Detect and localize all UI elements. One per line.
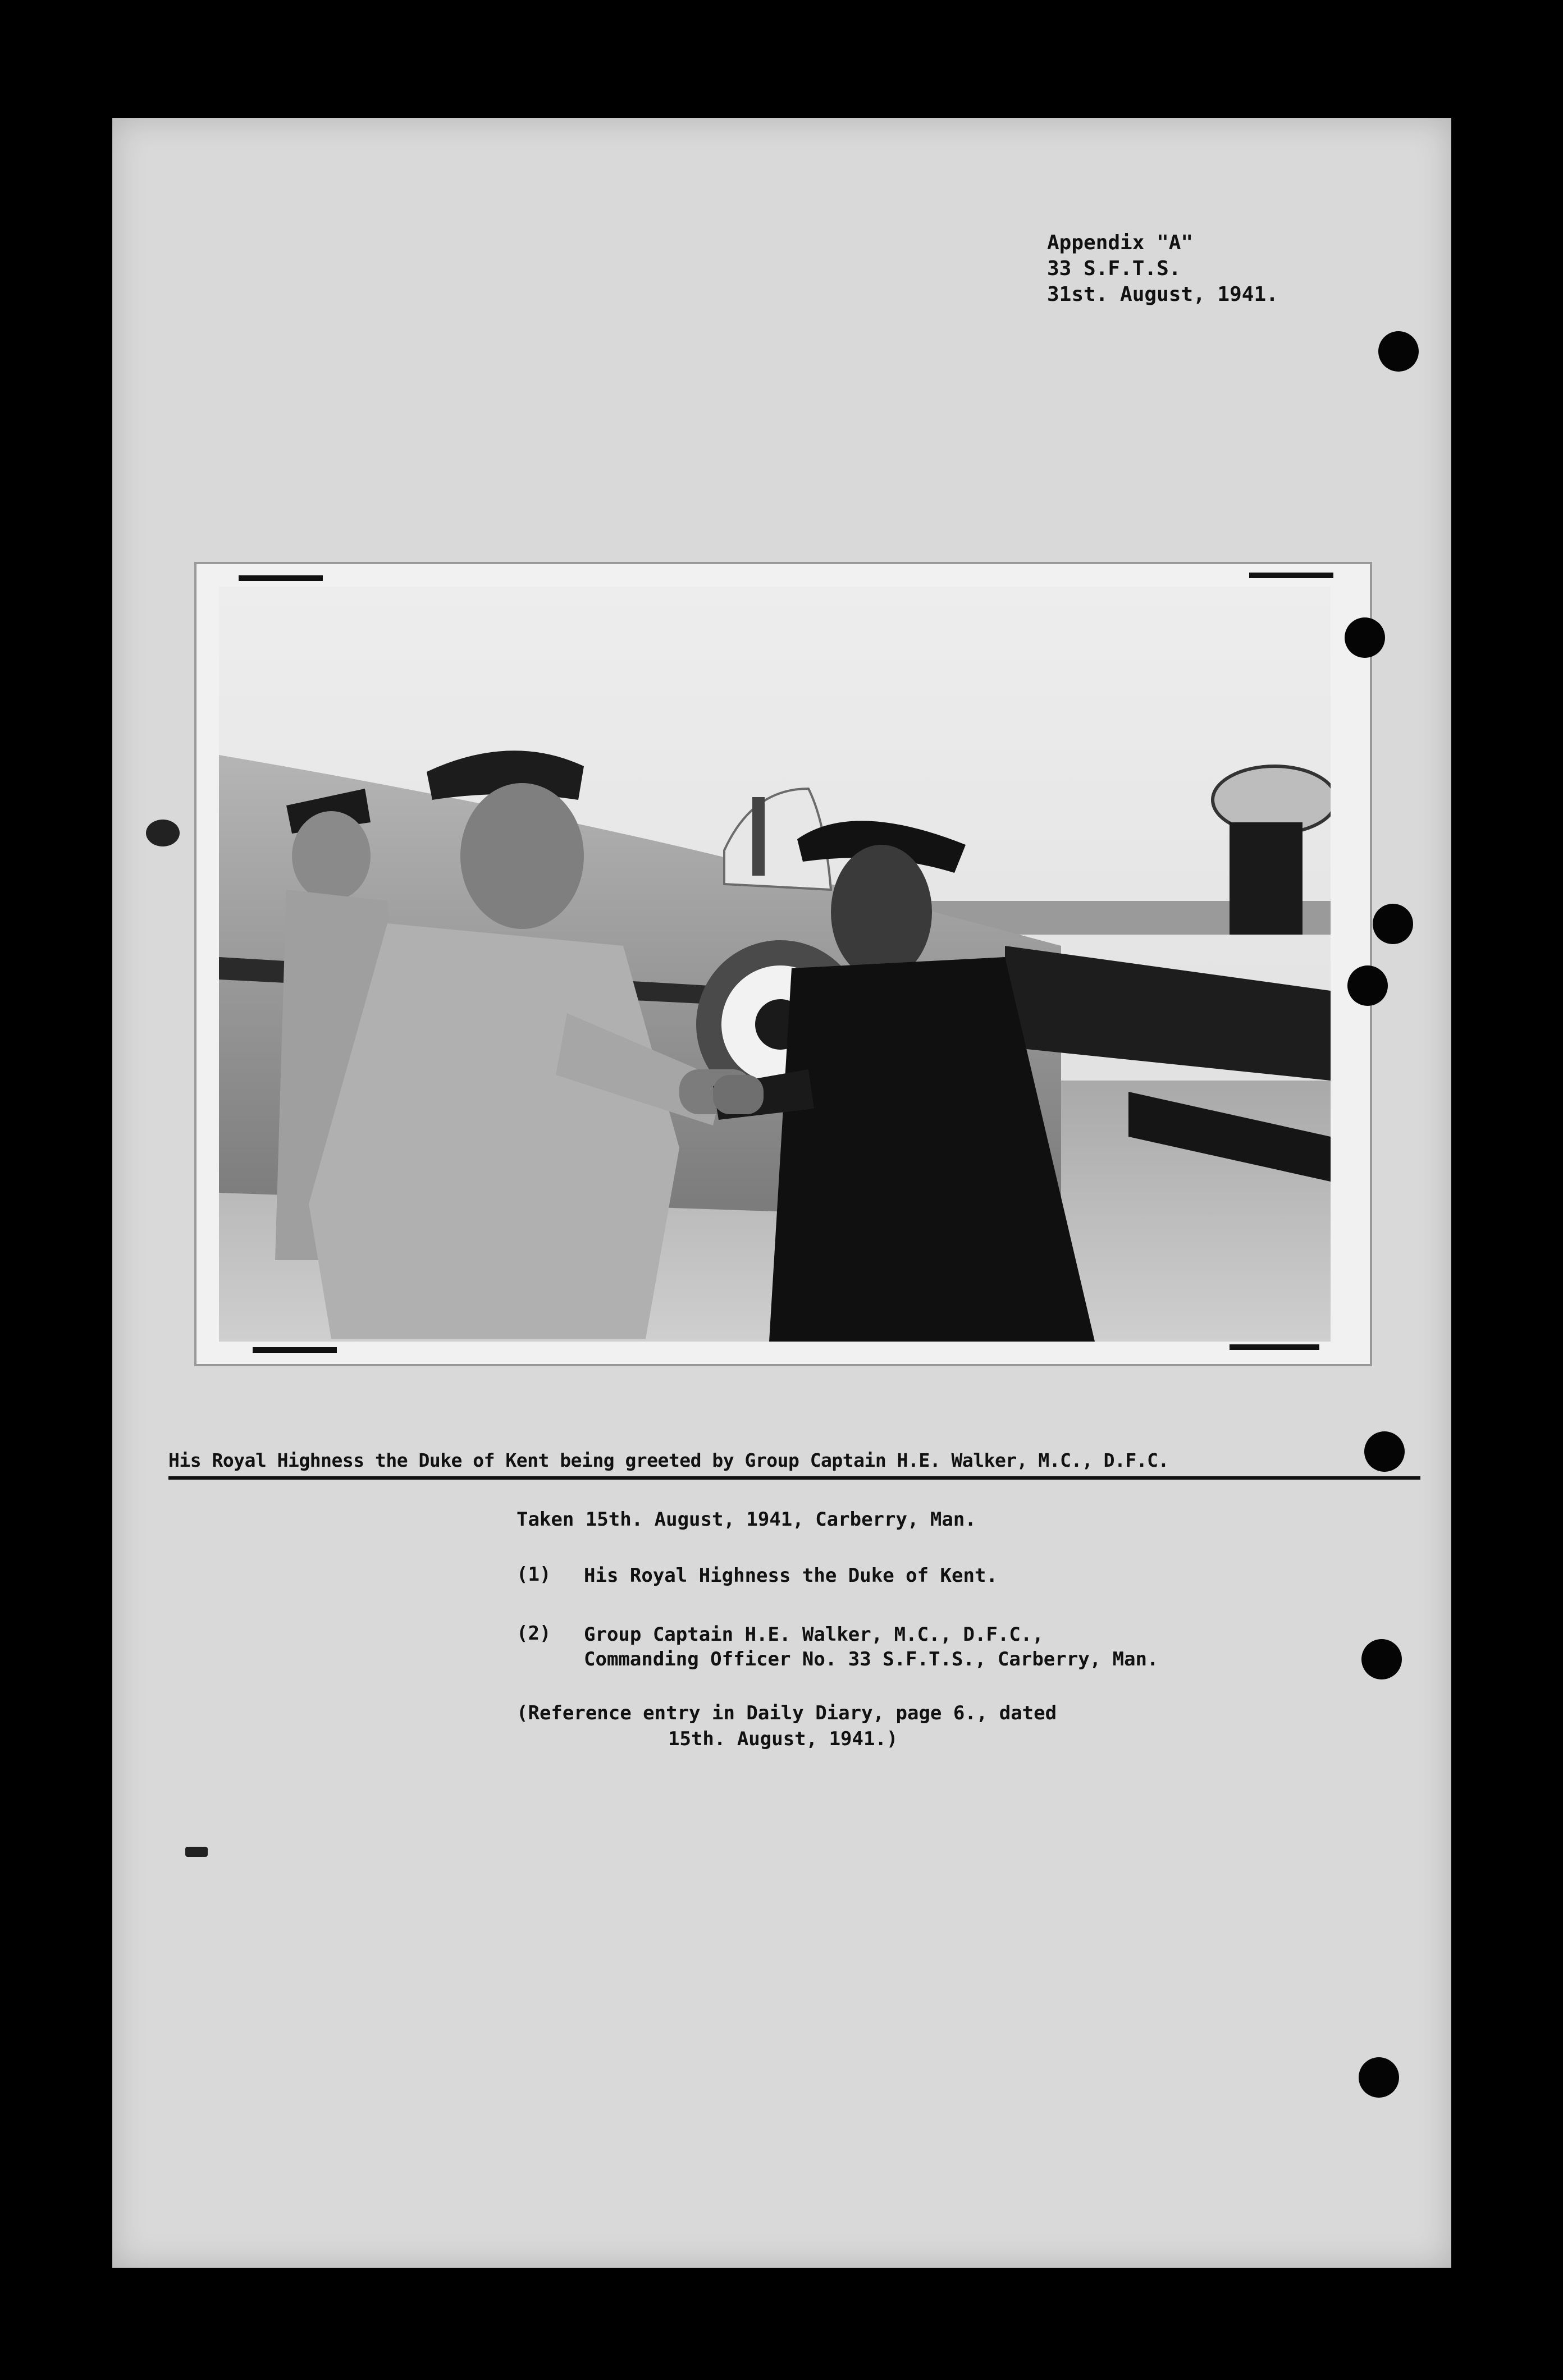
punch-hole (1364, 1431, 1405, 1472)
photo-corner-bottom-left (253, 1347, 337, 1353)
photograph-image (219, 587, 1331, 1342)
ink-mark (146, 820, 180, 846)
photograph (219, 587, 1331, 1342)
item-2-text-line-1: Group Captain H.E. Walker, M.C., D.F.C., (584, 1623, 1044, 1646)
item-2-number: (2) (517, 1622, 551, 1645)
reference-line-1: (Reference entry in Daily Diary, page 6., dated (517, 1702, 1057, 1724)
photo-corner-bottom-right (1230, 1344, 1319, 1350)
punch-hole (1373, 904, 1413, 944)
document-page (112, 118, 1451, 2268)
caption-underline (168, 1476, 1420, 1480)
punch-hole (1347, 965, 1388, 1006)
taken-line: Taken 15th. August, 1941, Carberry, Man. (517, 1508, 976, 1531)
photo-corner-top-right (1249, 573, 1333, 578)
item-2-text-line-2: Commanding Officer No. 33 S.F.T.S., Carberry, Man. (584, 1648, 1159, 1670)
header-date: 31st. August, 1941. (1047, 283, 1278, 306)
appendix-header (1047, 230, 1278, 308)
unit-name: 33 S.F.T.S. (1047, 257, 1181, 280)
reference-line-2: 15th. August, 1941.) (668, 1728, 898, 1750)
caption-title: His Royal Highness the Duke of Kent being greeted by Group Captain H.E. Walker, M.C., D.F.C. (168, 1449, 1169, 1471)
item-1-number: (1) (517, 1563, 551, 1586)
punch-hole (1361, 1639, 1402, 1679)
appendix-title: Appendix "A" (1047, 231, 1194, 254)
punch-hole (1359, 2057, 1399, 2098)
photo-corner-top-left (239, 575, 323, 581)
photo-mount (196, 564, 1370, 1364)
punch-hole (1378, 331, 1419, 372)
punch-hole (1345, 617, 1385, 658)
ink-mark (185, 1847, 208, 1857)
item-1-text: His Royal Highness the Duke of Kent. (584, 1564, 998, 1587)
